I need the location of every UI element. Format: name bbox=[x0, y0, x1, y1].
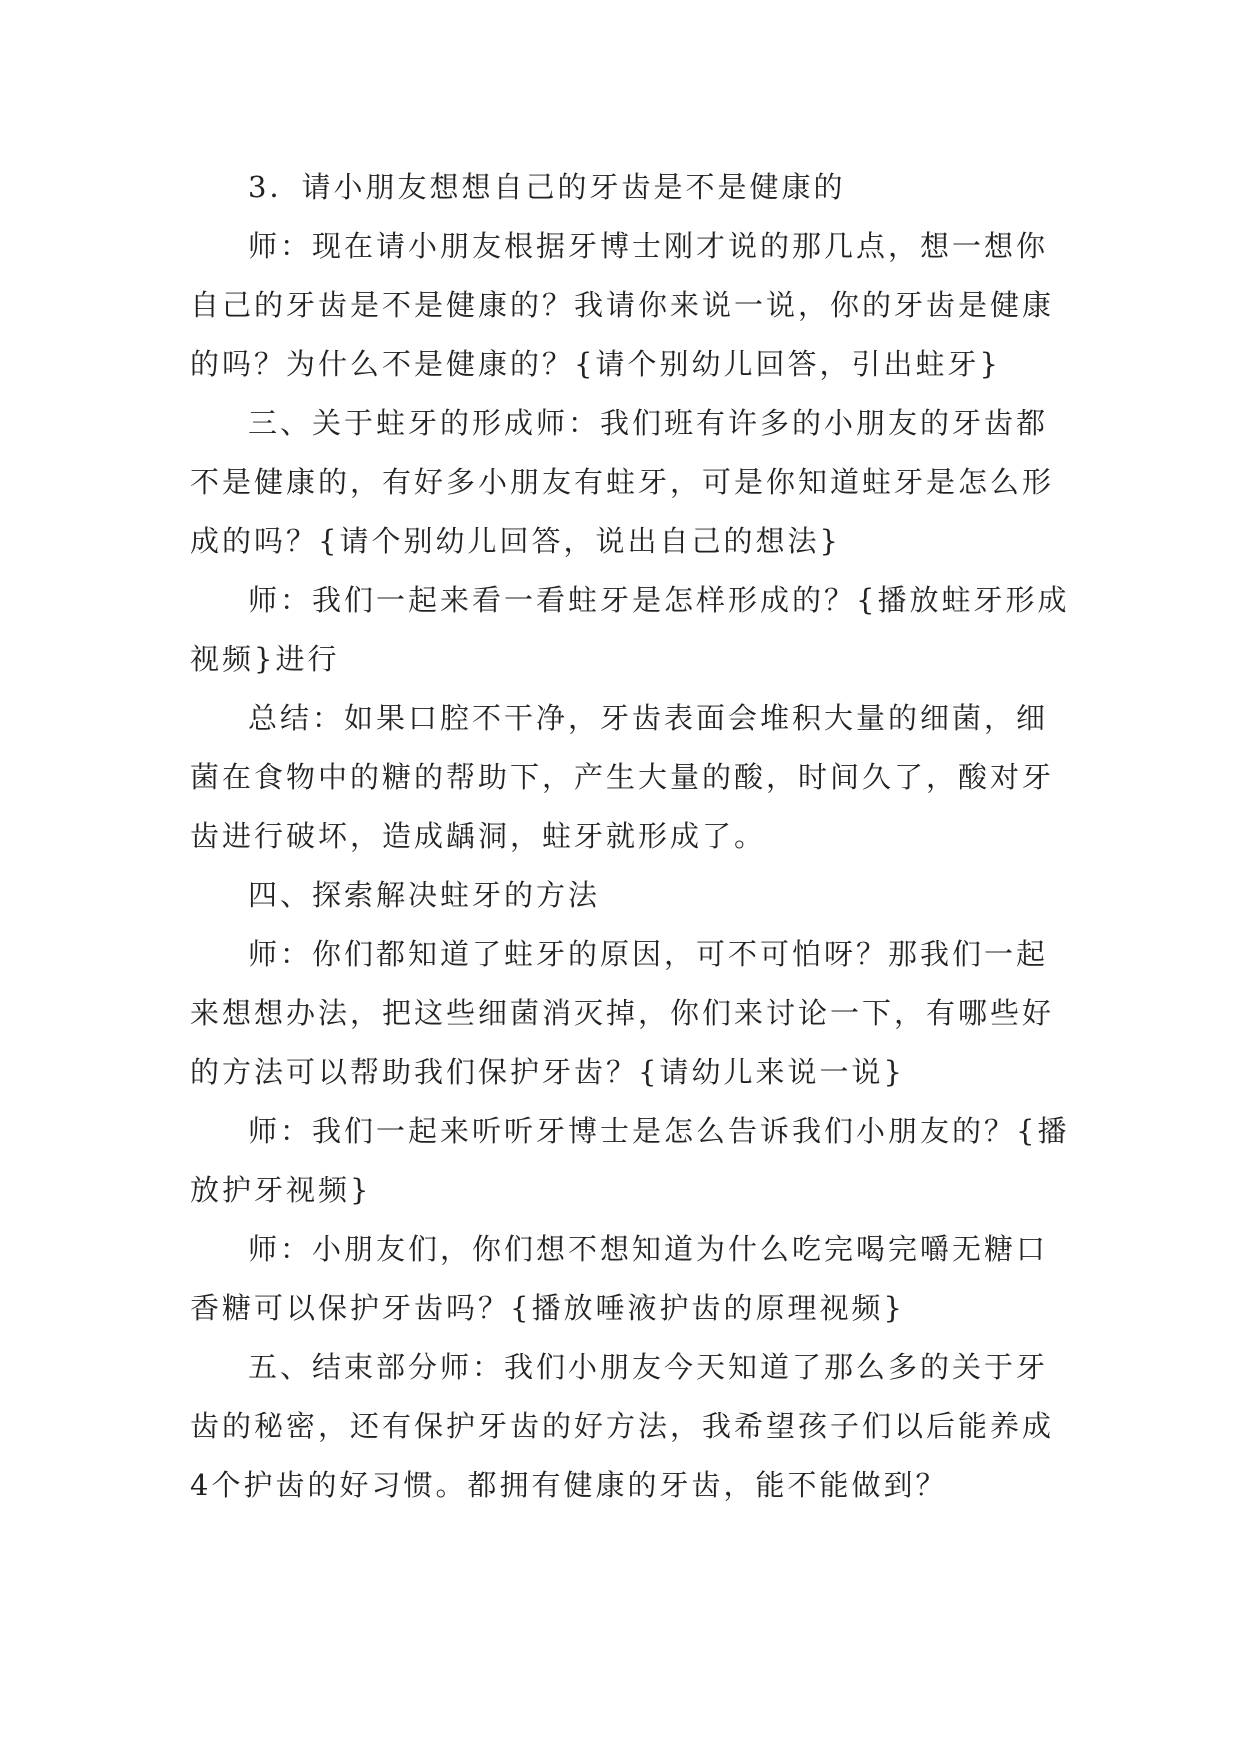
paragraph-section-3: 三、关于蛀牙的形成师：我们班有许多的小朋友的牙齿都不是健康的，有好多小朋友有蛀牙，可是你知道蛀牙是怎么形成的吗？{请个别幼儿回答，说出自己的想法} bbox=[190, 406, 1055, 558]
paragraph-video-saliva: 师：小朋友们，你们想不想知道为什么吃完喝完嚼无糖口香糖可以保护牙齿吗？{播放唾液护齿的原理视频} bbox=[190, 1232, 1049, 1325]
paragraph-video-protection: 师：我们一起来听听牙博士是怎么告诉我们小朋友的？{播放护牙视频} bbox=[190, 1114, 1070, 1207]
document-body bbox=[190, 158, 1070, 1515]
paragraph-teacher-question: 师：现在请小朋友根据牙博士刚才说的那几点，想一想你自己的牙齿是不是健康的？我请你来说一说，你的牙齿是健康的吗？为什么不是健康的？{请个别幼儿回答，引出蛀牙} bbox=[190, 229, 1055, 381]
paragraph-summary: 总结：如果口腔不干净，牙齿表面会堆积大量的细菌，细菌在食物中的糖的帮助下，产生大量的酸，时间久了，酸对牙齿进行破坏，造成龋洞，蛀牙就形成了。 bbox=[190, 701, 1055, 853]
paragraph-step-3: 3．请小朋友想想自己的牙齿是不是健康的 bbox=[248, 170, 846, 204]
paragraph-section-4: 四、探索解决蛀牙的方法 bbox=[248, 878, 601, 912]
paragraph-section-5: 五、结束部分师：我们小朋友今天知道了那么多的关于牙齿的秘密，还有保护牙齿的好方法，我希望孩子们以后能养成4个护齿的好习惯。都拥有健康的牙齿，能不能做到？ bbox=[190, 1350, 1055, 1502]
paragraph-discussion: 师：你们都知道了蛀牙的原因，可不可怕呀？那我们一起来想想办法，把这些细菌消灭掉，你们来讨论一下，有哪些好的方法可以帮助我们保护牙齿？{请幼儿来说一说} bbox=[190, 937, 1055, 1089]
paragraph-video-formation: 师：我们一起来看一看蛀牙是怎样形成的？{播放蛀牙形成视频}进行 bbox=[190, 583, 1070, 676]
